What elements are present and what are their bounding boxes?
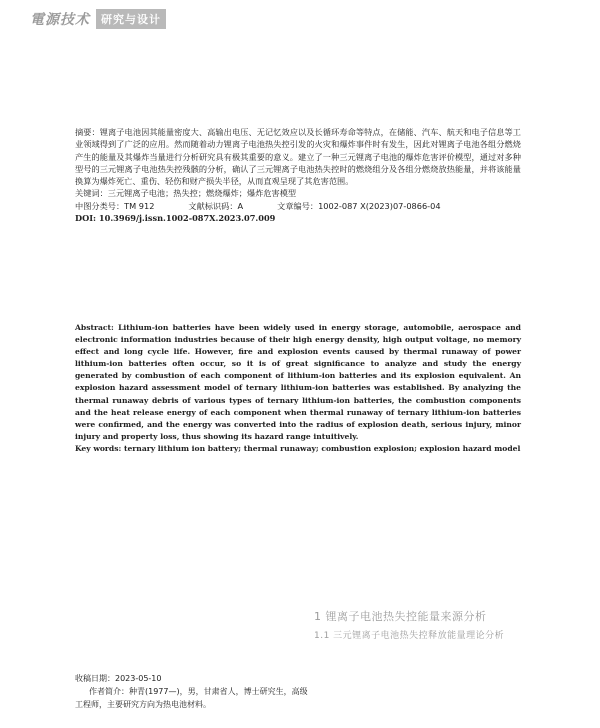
english-abstract-block xyxy=(75,322,521,455)
english-keywords: Key words: ternary lithium ion battery; thermal runaway; combustion explosion; explosion hazard model xyxy=(75,443,521,453)
section-title: 1 锂离子电池热失控能量来源分析 xyxy=(314,610,487,623)
chinese-keywords: 关键词：三元锂离子电池；热失控；燃烧爆炸；爆炸危害模型 xyxy=(75,188,297,199)
doi: DOI: 10.3969/j.issn.1002-087X.2023.07.009 xyxy=(75,213,276,224)
journal-brand: 電源技术 xyxy=(30,12,90,28)
english-abstract: Abstract: Lithium-ion batteries have been widely used in energy storage, automobile, aerospace and electronic information industries because of their high energy density, high output voltage, no memory effect and long cycle life. However, fire and explosion events caused by thermal runaway of power lithium-ion batteries often occur, so it is of great significance to analyze and study the energy generated by combustion of each component of lithium-ion batteries and its explosion equivalent. An explosion hazard assessment model of ternary lithium-ion batteries was established. By analyzing the thermal runaway debris of various types of ternary lithium-ion batteries, the combustion components and the heat release energy of each component when thermal runaway of ternary lithium-ion batteries were confirmed, and the energy was converted into the radius of explosion death, serious injury, minor injury and property loss, thus showing its hazard range intuitively. xyxy=(75,323,521,441)
column-tag: 研究与设计 xyxy=(96,9,166,29)
journal-header xyxy=(30,9,166,29)
chinese-abstract: 摘要：锂离子电池因其能量密度大、高输出电压、无记忆效应以及长循环寿命等特点，在储能、汽车、航天和电子信息等工业领域得到了广泛的应用。然而随着动力锂离子电池热失控引发的火灾和爆炸事件时有发生，因此对锂离子电池各组分燃烧产生的能量及其爆炸当量进行分析研究具有极其重要的意义。建立了一种三元锂离子电池的爆炸危害评价模型，通过对多种型号的三元锂离子电池热失控残骸的分析，确认了三元锂离子电池热失控时的燃烧组分及各组分燃烧放热能量，并将该能量换算为爆炸死亡、重伤、轻伤和财产损失半径，从而直观呈现了其危害范围。 xyxy=(75,127,521,187)
article-number: 文章编号：1002-087 X(2023)07-0866-04 xyxy=(277,200,441,211)
section-heading xyxy=(314,608,504,641)
class-number: 中图分类号：TM 912 xyxy=(75,200,155,211)
chinese-abstract-block xyxy=(75,126,521,224)
footnote xyxy=(75,672,308,711)
received-date: 收稿日期：2023-05-10 xyxy=(75,674,162,683)
author-bio-line1: 作者简介：种青(1977—)，男，甘肃省人，博士研究生，高级 xyxy=(89,687,308,696)
author-bio-line2: 工程师，主要研究方向为热电池材料。 xyxy=(75,700,211,709)
subsection-title: 1.1 三元锂离子电池热失控释放能量理论分析 xyxy=(314,631,505,641)
classification-line xyxy=(75,200,521,212)
document-code: 文献标识码：A xyxy=(188,200,244,211)
